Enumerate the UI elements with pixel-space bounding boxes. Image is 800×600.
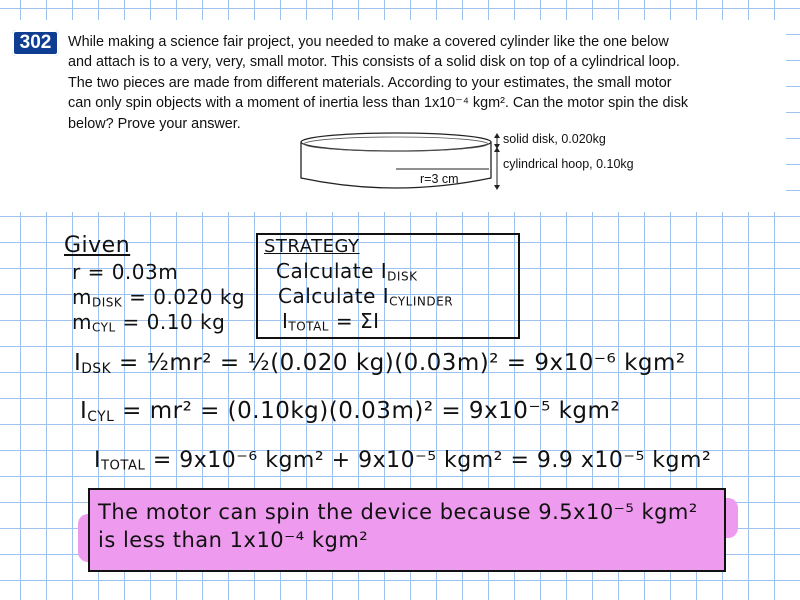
step-text: Calculate I: [276, 259, 388, 283]
problem-line: The two pieces are made from different materials. According to your estimates, the small motor: [68, 74, 672, 91]
disk-label: solid disk, 0.020kg: [503, 132, 606, 146]
conclusion-line-1: The motor can spin the device because 9.5x10⁻⁵ kgm²: [98, 500, 698, 524]
cylinder-figure: [295, 128, 695, 196]
mass-value: = 0.020 kg: [129, 285, 246, 309]
strategy-step-3: [282, 309, 380, 333]
disk-inertia-equation: [74, 350, 686, 377]
equation-rhs: = mr² = (0.10kg)(0.03m)² = 9x10⁻⁵ kgm²: [122, 398, 621, 424]
mass-subscript: CYL: [91, 320, 116, 335]
radius-label: r=3 cm: [420, 172, 459, 186]
step-text: Calculate I: [278, 284, 390, 308]
inertia-symbol: I: [74, 350, 82, 376]
step-text: = ΣI: [335, 309, 380, 333]
mass-symbol: m: [72, 310, 92, 334]
step-subscript: TOTAL: [288, 319, 329, 334]
strategy-step-1: [276, 259, 417, 283]
problem-number-badge: 302: [12, 30, 59, 56]
problem-line: can only spin objects with a moment of inertia less than 1x10⁻⁴ kgm². Can the motor spin the disk: [68, 95, 689, 112]
strategy-title: STRATEGY: [264, 236, 360, 257]
problem-line: and attach is to a very, very, small motor. This consists of a solid disk on top of a cylindrical loop.: [68, 54, 680, 71]
mass-value: = 0.10 kg: [122, 310, 226, 334]
mass-subscript: DISK: [91, 295, 123, 310]
problem-line: below? Prove your answer.: [68, 115, 241, 132]
step-symbol: I: [282, 309, 289, 333]
total-inertia-equation: [94, 448, 711, 474]
conclusion-line-2: is less than 1x10⁻⁴ kgm²: [98, 528, 369, 552]
problem-statement: [68, 32, 768, 134]
mass-symbol: m: [72, 285, 92, 309]
strategy-step-2: [278, 284, 453, 308]
inertia-symbol: I: [80, 398, 88, 424]
hoop-label: cylindrical hoop, 0.10kg: [503, 157, 634, 171]
cylinder-drawing: [295, 128, 695, 196]
inertia-subscript: TOTAL: [101, 458, 146, 474]
inertia-subscript: CYL: [87, 408, 115, 425]
problem-line: While making a science fair project, you needed to make a covered cylinder like the one below: [68, 34, 669, 50]
step-subscript: CYLINDER: [389, 294, 454, 309]
cylinder-inertia-equation: [80, 398, 620, 425]
given-radius: r = 0.03m: [72, 260, 179, 284]
inertia-subscript: DSK: [81, 360, 112, 377]
given-cylinder-mass: [72, 310, 225, 334]
given-title: Given: [64, 233, 131, 258]
given-disk-mass: [72, 285, 245, 309]
inertia-symbol: I: [94, 448, 101, 473]
equation-rhs: = 9x10⁻⁶ kgm² + 9x10⁻⁵ kgm² = 9.9 x10⁻⁵ kgm²: [152, 448, 712, 473]
step-subscript: DISK: [387, 269, 418, 284]
equation-rhs: = ½mr² = ½(0.020 kg)(0.03m)² = 9x10⁻⁶ kgm²: [119, 350, 686, 376]
